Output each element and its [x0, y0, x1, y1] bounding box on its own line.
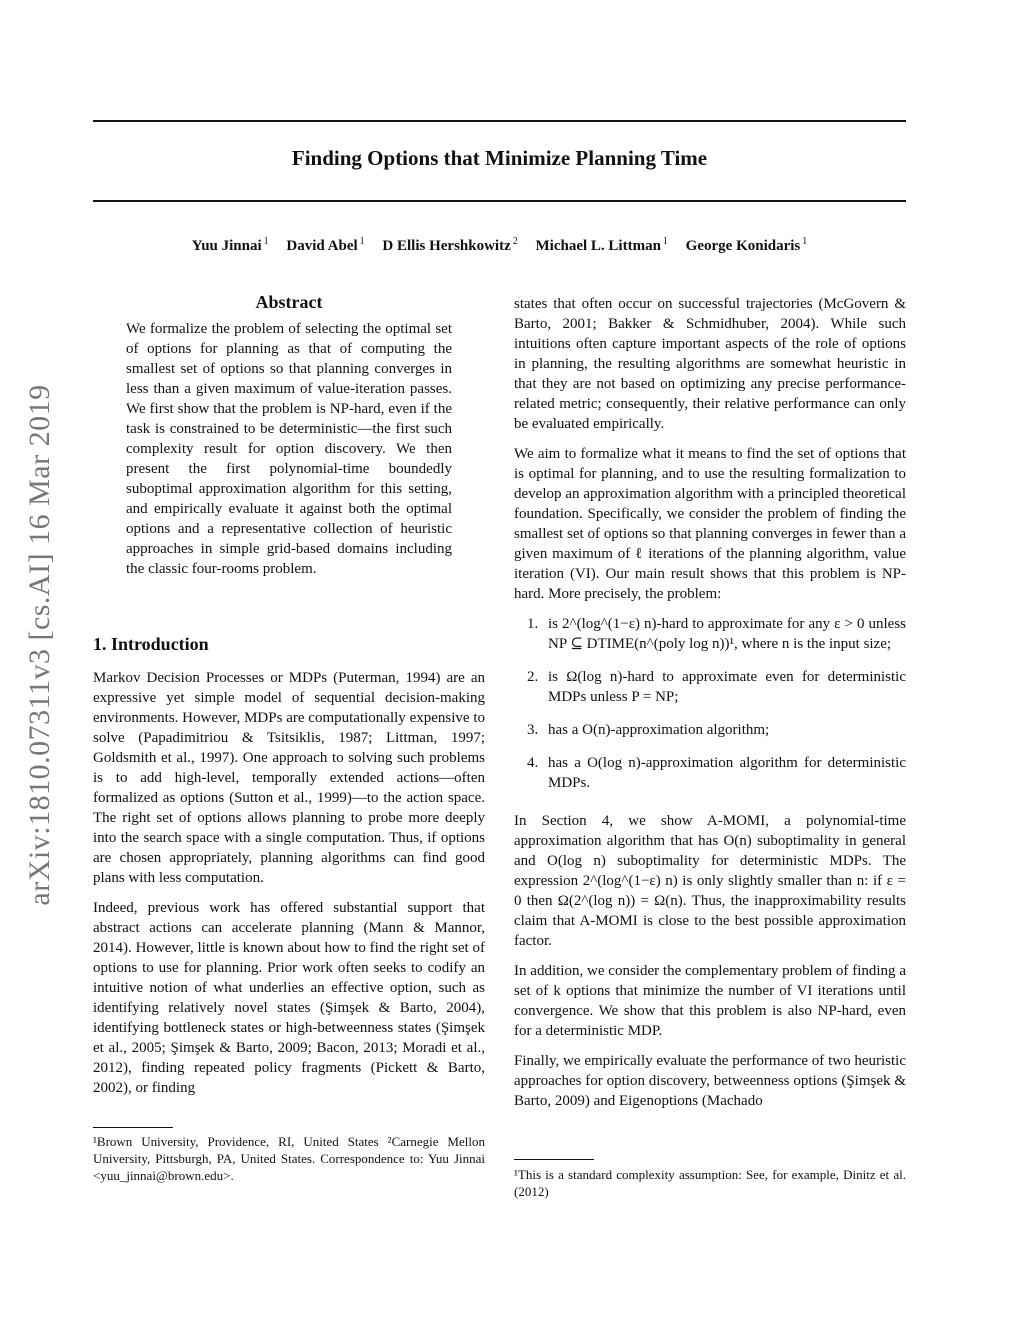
intro-paragraph: states that often occur on successful trajectories (McGovern & Barto, 2001; Bakker & Schmidhuber, 2004). While such intuitions often capture important aspects of the role of options in planning, the resulting algorithms are somewhat heuristic in that they are not based on optimizing any precise performance-related metric; consequently, their relative performance can only be evaluated empirically.	[514, 296, 906, 432]
list-item: 3. has a O(n)-approximation algorithm;	[527, 722, 770, 738]
left-column	[93, 668, 485, 1108]
intro-paragraph: We aim to formalize what it means to find the set of options that is optimal for planning, and to use the resulting formalization to develop an approximation algorithm with a principled theoretical foundation. Specifically, we consider the problem of finding the smallest set of options so that planning converges in fewer than a given maximum of ℓ iterations of the planning algorithm, value iteration (VI). Our main result shows that this problem is NP-hard. More precisely, the problem:	[514, 446, 906, 602]
abstract-heading: Abstract	[255, 292, 323, 312]
author: Michael L. Littman $^1$	[535, 236, 668, 254]
author: Yuu Jinnai $^1$	[191, 236, 269, 254]
footnote-rule	[93, 1127, 173, 1128]
intro-paragraph: In addition, we consider the complementary problem of finding a set of k options that minimize the number of VI iterations until convergence. We show that this problem is also NP-hard, even for a deterministic MDP.	[514, 963, 906, 1039]
intro-paragraph: Markov Decision Processes or MDPs (Puterman, 1994) are an expressive yet simple model of sequential decision-making environments. However, MDPs are computationally expensive to solve (Papadimitriou & Tsitsiklis, 1987; Littman, 1997; Goldsmith et al., 1997). One approach to solving such problems is to add high-level, temporally extended actions—often formalized as options (Sutton et al., 1999)—to the action space. The right set of options allows planning to probe more deeply into the search space with a single computation. Thus, if options are chosen appropriately, planning algorithms can find good plans with less computation.	[93, 670, 485, 886]
author: D Ellis Hershkowitz $^2$	[382, 236, 518, 254]
intro-paragraph: Indeed, previous work has offered substantial support that abstract actions can accelerate planning (Mann & Mannor, 2014). However, little is known about how to find the right set of options to use for planning. Prior work often seeks to codify an intuitive notion of what underlies an effective option, such as identifying relatively novel states (Şimşek & Barto, 2004), identifying bottleneck states or high-betweenness states (Şimşek et al., 2005; Şimşek & Barto, 2009; Bacon, 2013; Moradi et al., 2012), finding repeated policy fragments (Pickett & Barto, 2002), or finding	[93, 900, 485, 1096]
footnote-rule	[514, 1159, 594, 1160]
intro-paragraph: Finally, we empirically evaluate the performance of two heuristic approaches for option discovery, betweenness options (Şimşek & Barto, 2009) and Eigenoptions (Machado	[514, 1053, 906, 1109]
affiliation-footnote: ¹Brown University, Providence, RI, United States ²Carnegie Mellon University, Pittsburgh, PA, United States. Correspondence to: Yuu Jinnai <yuu_jinnai@brown.edu>.	[93, 1134, 485, 1183]
author: George Konidaris $^1$	[685, 236, 808, 254]
section-heading-introduction: 1. Introduction	[93, 634, 209, 654]
right-column	[514, 294, 906, 1121]
complexity-footnote: ¹This is a standard complexity assumption: See, for example, Dinitz et al. (2012)	[514, 1167, 906, 1199]
list-item: 2. is Ω(log n)-hard to approximate even for deterministic MDPs unless P = NP;	[527, 669, 906, 705]
arxiv-identifier: arXiv:1810.07311v3 [cs.AI] 16 Mar 2019	[23, 384, 56, 906]
author-list	[93, 236, 906, 255]
list-item: 1. is 2^(log^(1−ε) n)-hard to approximate for any ε > 0 unless NP ⊆ DTIME(n^(poly log n))¹, where n is the input size;	[527, 616, 906, 652]
title-bottom-rule	[93, 200, 906, 202]
intro-paragraph: In Section 4, we show A-MOMI, a polynomial-time approximation algorithm that has O(n) suboptimality in general and O(log n) suboptimality for deterministic MDPs. The expression 2^(log^(1−ε) n) is only slightly smaller than n: if ε = 0 then Ω(2^(log n)) = Ω(n). Thus, the inapproximability results claim that A-MOMI is close to the best possible approximation factor.	[514, 813, 906, 949]
results-list	[514, 614, 906, 793]
title-top-rule	[93, 120, 906, 122]
abstract-text: We formalize the problem of selecting the optimal set of options for planning as that of computing the smallest set of options so that planning converges in less than a given maximum of value-iteration passes. We first show that the problem is NP-hard, even if the task is constrained to be deterministic—the first such complexity result for option discovery. We then present the first polynomial-time boundedly suboptimal approximation algorithm for this setting, and empirically evaluate it against both the optimal options and a representative collection of heuristic approaches in simple grid-based domains including the classic four-rooms problem.	[126, 321, 452, 577]
paper-title: Finding Options that Minimize Planning Time	[291, 146, 708, 170]
list-item: 4. has a O(log n)-approximation algorithm for deterministic MDPs.	[527, 755, 906, 791]
author: David Abel $^1$	[286, 236, 365, 254]
